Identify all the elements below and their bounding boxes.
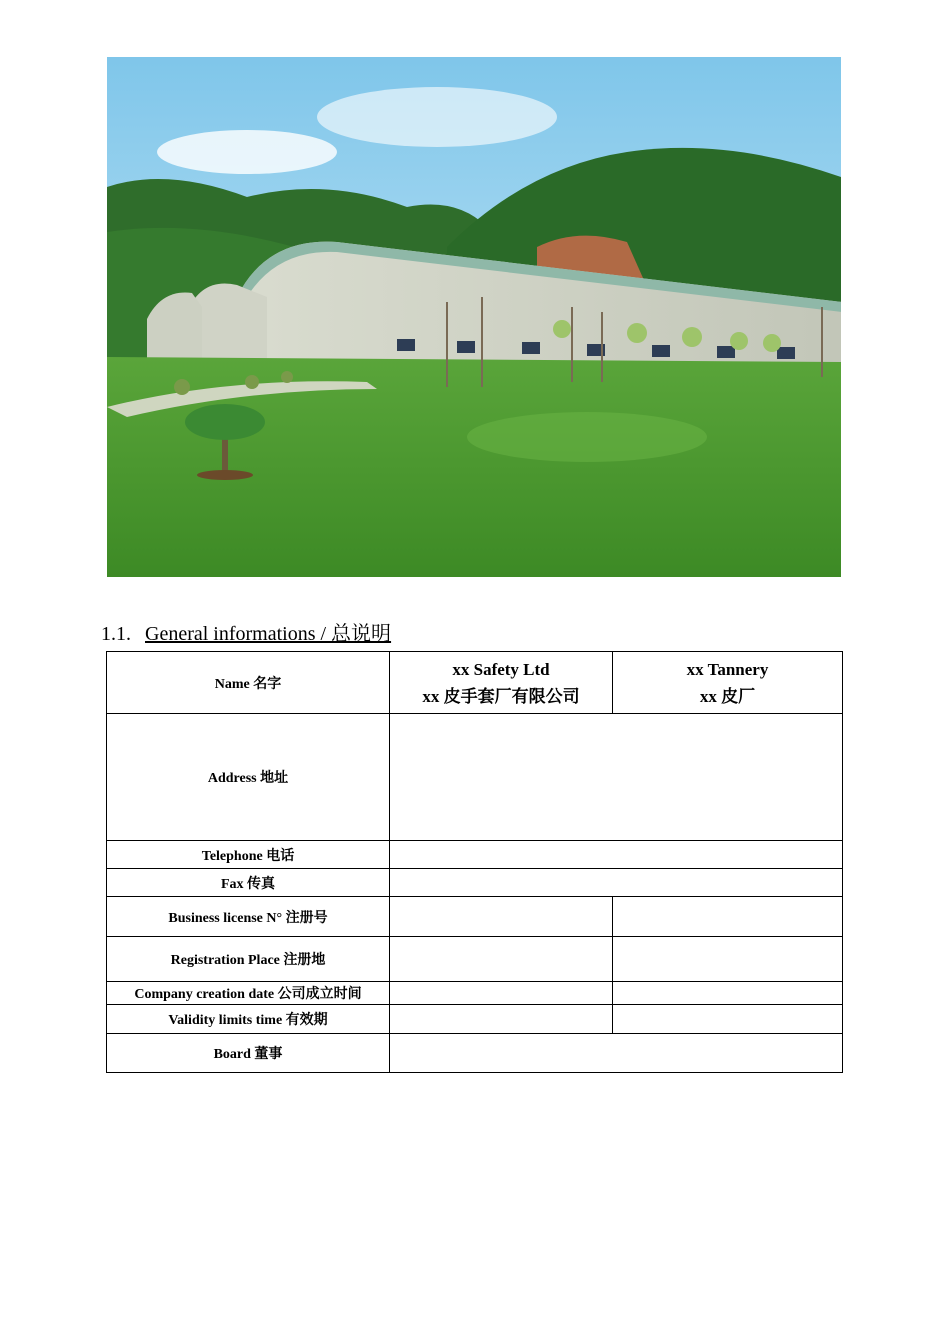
company2-name-en: xx Tannery xyxy=(686,659,769,679)
company2-name-cell xyxy=(613,652,843,714)
table-row xyxy=(107,982,843,1005)
fax-value xyxy=(390,869,843,897)
section-heading xyxy=(101,617,391,646)
table-row xyxy=(107,652,843,714)
company1-name-cell xyxy=(390,652,613,714)
table-row xyxy=(107,841,843,869)
table-row xyxy=(107,1034,843,1073)
table-row xyxy=(107,937,843,982)
registration-place-label: Registration Place 注册地 xyxy=(107,937,390,982)
validity-value-2 xyxy=(613,1005,843,1034)
business-license-value-1 xyxy=(390,897,613,937)
general-info-table xyxy=(106,651,843,1073)
section-number: 1.1. xyxy=(101,623,131,645)
telephone-label: Telephone 电话 xyxy=(107,841,390,869)
registration-place-value-2 xyxy=(613,937,843,982)
section-title: General informations / 总说明 xyxy=(145,623,392,645)
telephone-value xyxy=(390,841,843,869)
creation-date-value-1 xyxy=(390,982,613,1005)
address-value xyxy=(390,714,843,841)
board-value xyxy=(390,1034,843,1073)
company2-name-cn: xx 皮厂 xyxy=(699,686,756,706)
table-row xyxy=(107,869,843,897)
table-row xyxy=(107,897,843,937)
validity-value-1 xyxy=(390,1005,613,1034)
company1-name-cn: xx 皮手套厂有限公司 xyxy=(422,686,580,706)
validity-label: Validity limits time 有效期 xyxy=(107,1005,390,1034)
table-row xyxy=(107,1005,843,1034)
registration-place-value-1 xyxy=(390,937,613,982)
name-label: Name 名字 xyxy=(107,652,390,714)
fax-label: Fax 传真 xyxy=(107,869,390,897)
business-license-value-2 xyxy=(613,897,843,937)
board-label: Board 董事 xyxy=(107,1034,390,1073)
creation-date-label: Company creation date 公司成立时间 xyxy=(107,982,390,1005)
company1-name-en: xx Safety Ltd xyxy=(452,659,550,679)
creation-date-value-2 xyxy=(613,982,843,1005)
factory-photo xyxy=(107,57,841,577)
address-label: Address 地址 xyxy=(107,714,390,841)
table-row xyxy=(107,714,843,841)
business-license-label: Business license N° 注册号 xyxy=(107,897,390,937)
